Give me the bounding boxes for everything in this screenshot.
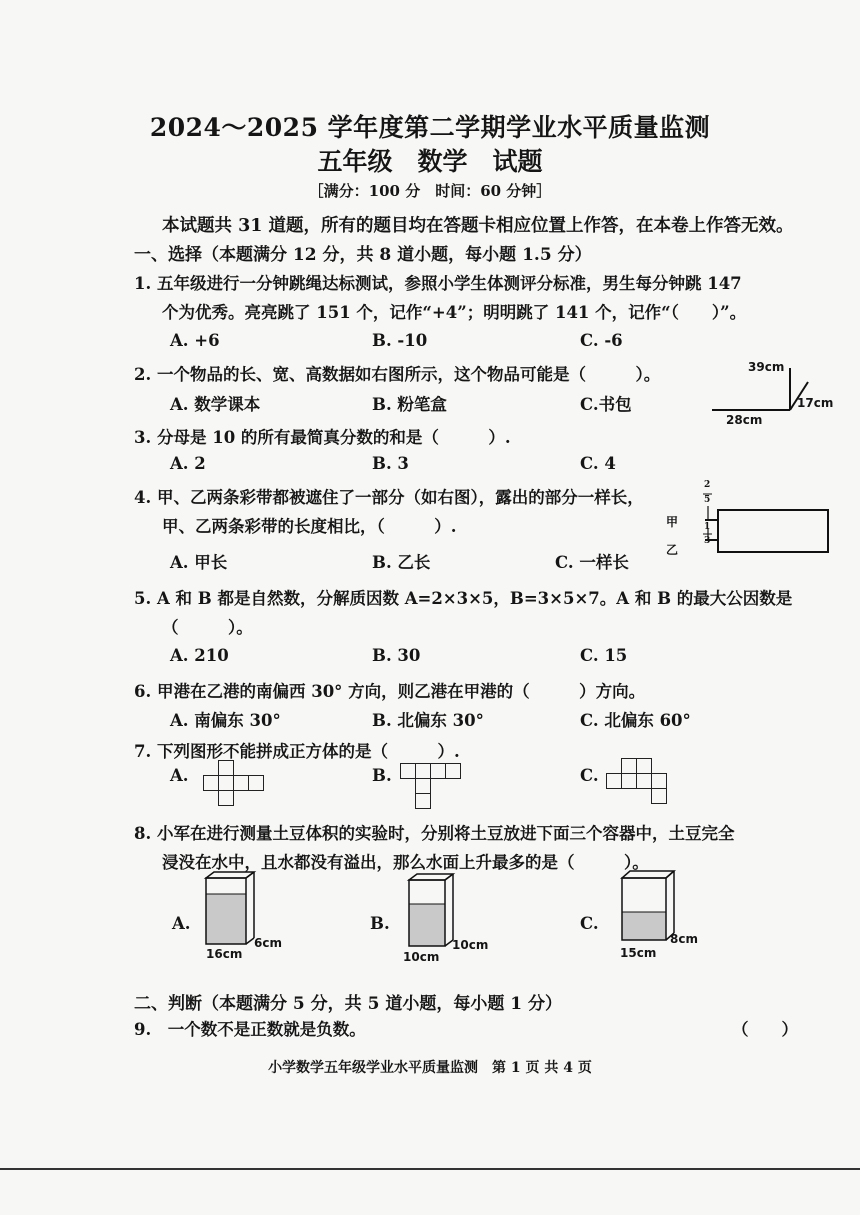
q5-line2: （ ）。: [162, 618, 253, 637]
q8c-base-label: 15cm: [620, 946, 657, 960]
q8-option-b: B.: [370, 914, 390, 933]
q7-net-b: [400, 763, 470, 818]
q1-line2: 个为优秀。亮亮跳了 151 个，记作“+4”；明明跳了 141 个，记作“（ ）”。: [162, 303, 747, 322]
q4-option-a: A. 甲长: [170, 553, 228, 572]
q4-line1: 4. 甲、乙两条彩带都被遮住了一部分（如右图），露出的部分一样长，: [134, 488, 644, 507]
exam-meta: ［满分：100 分 时间：60 分钟］: [308, 182, 552, 200]
q4-line2: 甲、乙两条彩带的长度相比，（ ）.: [162, 517, 457, 536]
q8-line2: 浸没在水中，且水都没有溢出，那么水面上升最多的是（ ）。: [162, 853, 649, 872]
q9-text: 9. 一个数不是正数就是负数。: [134, 1020, 366, 1039]
q7-option-c: C.: [580, 766, 599, 785]
q4-frac-top-num: 2: [704, 480, 711, 490]
q8b-side-label: 10cm: [452, 938, 489, 952]
q9-answer-blank: （ ）: [732, 1020, 798, 1039]
section1-heading: 一、选择（本题满分 12 分，共 8 道小题，每小题 1.5 分）: [134, 245, 592, 265]
q3-option-b: B. 3: [372, 454, 409, 473]
q5-option-a: A. 210: [170, 646, 229, 665]
q7-net-c: [606, 758, 676, 813]
section2-heading: 二、判断（本题满分 5 分，共 5 道小题，每小题 1 分）: [134, 994, 562, 1014]
q7-net-a: [203, 760, 273, 815]
q6-option-c: C. 北偏东 60°: [580, 711, 691, 730]
page-footer: 小学数学五年级学业水平质量监测 第 1 页 共 4 页: [268, 1060, 592, 1076]
q8-container-a: [200, 870, 260, 950]
q2-line1: 2. 一个物品的长、宽、高数据如右图所示，这个物品可能是（ ）。: [134, 365, 661, 384]
q1-option-c: C. -6: [580, 331, 623, 350]
q8-line1: 8. 小军在进行测量土豆体积的实验时，分别将土豆放进下面三个容器中，土豆完全: [134, 824, 735, 843]
q8c-side-label: 8cm: [670, 932, 698, 946]
q8-container-c: [616, 868, 678, 948]
q7-option-a: A.: [170, 766, 189, 785]
q4-label-jia: 甲: [666, 515, 679, 529]
q5-option-c: C. 15: [580, 646, 628, 665]
q4-ribbon-figure: [690, 478, 835, 558]
q2-option-a: A. 数学课本: [170, 395, 261, 414]
q2-width-label: 17cm: [797, 396, 834, 410]
q3-option-c: C. 4: [580, 454, 616, 473]
q5-line1: 5. A 和 B 都是自然数，分解质因数 A=2×3×5，B=3×5×7。A 和 B 的最大公因数是: [134, 589, 793, 608]
q8b-base-label: 10cm: [403, 950, 440, 964]
q8a-base-label: 16cm: [206, 947, 243, 961]
q2-option-c: C.书包: [580, 395, 632, 414]
q8-option-c: C.: [580, 914, 599, 933]
q3-option-a: A. 2: [170, 454, 206, 473]
exam-title: 2024～2025 学年度第二学期学业水平质量监测: [149, 113, 711, 142]
q4-label-yi: 乙: [666, 543, 679, 557]
q7-line1: 7. 下列图形不能拼成正方体的是（ ）.: [134, 742, 460, 761]
q4-option-b: B. 乙长: [372, 553, 431, 572]
q6-line1: 6. 甲港在乙港的南偏西 30° 方向，则乙港在甲港的（ ）方向。: [134, 682, 646, 701]
q6-option-b: B. 北偏东 30°: [372, 711, 484, 730]
q4-frac-top-den: 5: [704, 495, 711, 505]
q4-frac-bot-num: 1: [704, 522, 711, 532]
q8a-side-label: 6cm: [254, 936, 282, 950]
q8-option-a: A.: [172, 914, 191, 933]
exam-subtitle: 五年级 数学 试题: [317, 147, 543, 176]
exam-notice: 本试题共 31 道题，所有的题目均在答题卡相应位置上作答，在本卷上作答无效。: [162, 216, 794, 236]
q6-option-a: A. 南偏东 30°: [170, 711, 281, 730]
q1-line1: 1. 五年级进行一分钟跳绳达标测试，参照小学生体测评分标准，男生每分钟跳 147: [134, 274, 742, 293]
q1-option-a: A. +6: [170, 331, 220, 350]
q7-option-b: B.: [372, 766, 392, 785]
scan-edge-line: [0, 1168, 860, 1170]
q2-option-b: B. 粉笔盒: [372, 395, 447, 414]
q1-option-b: B. -10: [372, 331, 428, 350]
q2-length-label: 28cm: [726, 413, 763, 427]
q4-option-c: C. 一样长: [555, 553, 629, 572]
q5-option-b: B. 30: [372, 646, 421, 665]
q3-line1: 3. 分母是 10 的所有最简真分数的和是（ ）.: [134, 428, 511, 447]
q4-frac-bot-den: 3: [704, 536, 711, 546]
q2-height-label: 39cm: [748, 360, 785, 374]
